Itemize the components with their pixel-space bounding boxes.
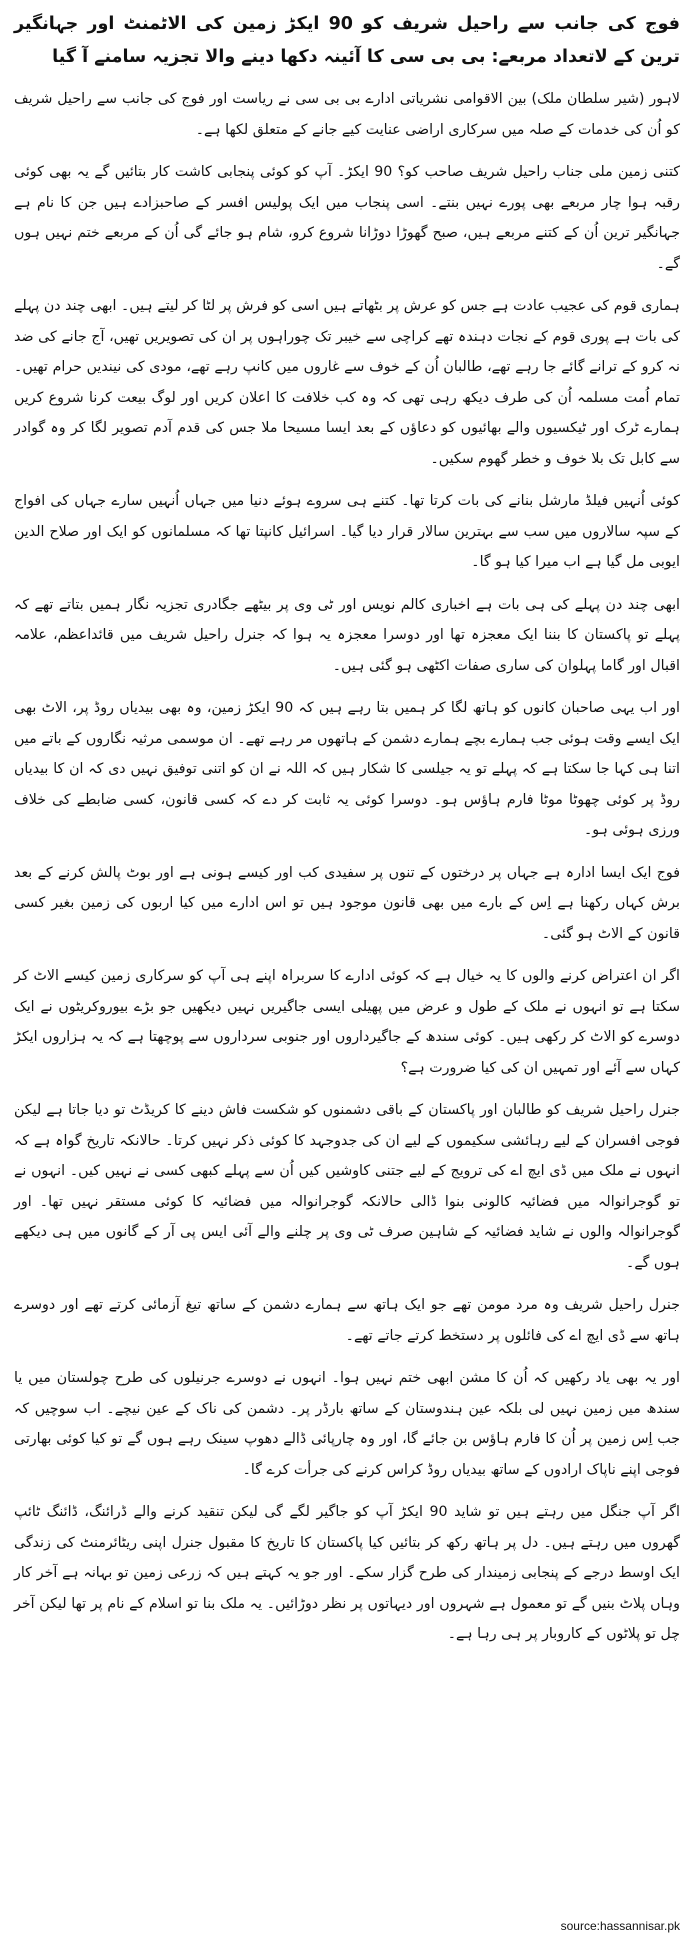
article-paragraph: ابھی چند دن پہلے کی ہی بات ہے اخباری کالم نویس اور ٹی وی پر بیٹھے جگادری تجزیہ نگار ہمیں بتاتے تھے کہ پہلے تو پاکستان کا بننا ایک معجزہ تھا اور دوسرا معجزہ یہ ہوا کہ جنرل راحیل شریف میں قائداعظم، علامہ اقبال اور گاما پہلوان کی ساری صفات اکٹھی ہو گئی ہیں۔ [14,596,680,674]
article-paragraph: اور یہ بھی یاد رکھیں کہ اُن کا مشن ابھی ختم نہیں ہوا۔ انہوں نے دوسرے جرنیلوں کی طرح چولستان میں یا سندھ میں زمین نہیں لی بلکہ عین ہندوستان کے ساتھ بارڈر پر۔ دشمن کی ناک کے عین نیچے۔ اب سوچیں کہ جب اِس زمین پر اُن کا فارم ہاؤس بن جائے گا، اور وہ چارپائی ڈالے دھوپ سینک رہے ہوں گے تو کیا کوئی بھارتی فوجی اپنے ناپاک ارادوں کے ساتھ بیدیاں روڈ کراس کرنے کی جرأت کرے گا۔ [14,1370,680,1478]
article-paragraph: اور اب یہی صاحبان کانوں کو ہاتھ لگا کر ہمیں بتا رہے ہیں کہ 90 ایکڑ زمین، وہ بھی بیدیاں روڈ پر، الاٹ بھی ایک ایسے وقت ہوئی جب ہمارے بچے ہمارے دشمن کے ہاتھوں مر رہے تھے۔ ان موسمی مرثیہ نگاروں کے باتے میں اتنا ہی کہا جا سکتا ہے کہ پہلے تو یہ جیلسی کا شکار ہیں کہ اللہ نے ان کو اتنی توفیق نہیں دی کہ ان کا بیدیاں روڈ پر کوئی چھوٹا موٹا فارم ہاؤس ہو۔ دوسرا کوئی یہ ثابت کر دے کہ کسی قانون، کسی ضابطے کی خلاف ورزی ہوئی ہو۔ [14,700,680,838]
article-paragraph: جنرل راحیل شریف کو طالبان اور پاکستان کے باقی دشمنوں کو شکست فاش دینے کا کریڈٹ تو دیا جاتا ہے لیکن فوجی افسران کے لیے رہائشی سکیموں کے لیے ان کی جدوجہد کا کوئی ذکر نہیں کرتا۔ حالانکہ تاریخ گواہ ہے کہ انہوں نے ملک میں ڈی ایچ اے کی ترویج کے لیے جتنی کاوشیں کیں اُن سے پہلے کبھی کسی نے نہیں کیں۔ انہوں نے تو گوجرانوالہ میں فضائیہ کالونی بنوا ڈالی حالانکہ گوجرانوالہ میں فضائیہ کا کوئی مستقر نہیں تھا۔ اور گوجرانوالہ والوں نے شاید فضائیہ کے شاہین صرف ٹی وی پر چلنے والے آئی ایس پی آر کے گانوں میں ہی دیکھے ہوں گے۔ [14,1102,680,1271]
article-paragraph: اگر ان اعتراض کرنے والوں کا یہ خیال ہے کہ کوئی ادارے کا سربراہ اپنے ہی آپ کو سرکاری زمین کیسے الاٹ کر سکتا ہے تو انہوں نے ملک کے طول و عرض میں پھیلی ایسی جاگیریں نہیں دیکھیں جو بڑے بیوروکریٹوں نے ایک دوسرے کو الاٹ کر رکھی ہیں۔ کوئی سندھ کے جاگیرداروں اور جنوبی سرداروں سے پوچھتا ہے کہ یہ ہزاروں ایکڑ کہاں سے آئے اور تمہیں ان کی کیا ضرورت ہے؟ [14,968,680,1076]
article-paragraph: کوئی اُنہیں فیلڈ مارشل بنانے کی بات کرتا تھا۔ کتنے ہی سروے ہوئے دنیا میں جہاں اُنہیں سارے جہاں کی افواج کے سپہ سالاروں میں سب سے بہترین سالار قرار دیا گیا۔ اسرائیل کانپتا تھا کہ مسلمانوں کو ایک اور صلاح الدین ایوبی مل گیا ہے اب میرا کیا ہو گا۔ [14,493,680,570]
source-credit: source:hassannisar.pk [560,1919,680,1933]
article-paragraph: جنرل راحیل شریف وہ مرد مومن تھے جو ایک ہاتھ سے ہمارے دشمن کے ساتھ تیغ آزمائی کرتے تھے اور دوسرے ہاتھ سے ڈی ایچ اے کی فائلوں پر دستخط کرتے جاتے تھے۔ [14,1297,680,1344]
article-headline: فوج کی جانب سے راحیل شریف کو 90 ایکڑ زمین کی الاٹمنٹ اور جہانگیر ترین کے لاتعداد مربعے: بی بی سی کا آئینہ دکھا دینے والا تجزیہ سامنے آ گیا [14,14,681,67]
article-paragraph: لاہور (شیر سلطان ملک) بین الاقوامی نشریاتی ادارے بی بی سی نے ریاست اور فوج کی جانب سے راحیل شریف کو اُن کی خدمات کے صلہ میں سرکاری اراضی عنایت کیے جانے کے متعلق لکھا ہے۔ [14,91,680,138]
article-paragraph: کتنی زمین ملی جناب راحیل شریف صاحب کو؟ 90 ایکڑ۔ آپ کو کوئی پنجابی کاشت کار بتائیں گے یہ بھی کوئی رقبہ ہوا چار مربعے بھی پورے نہیں بنتے۔ اسی پنجاب میں ایک پولیس افسر کے صاحبزادے ہیں جن کا نام ہے جہانگیر ترین اُن کے کتنے مربعے ہیں، صبح گھوڑا دوڑانا شروع کرو، شام ہو جائے گی اُن کے مربعے ختم نہیں ہوں گے۔ [14,164,680,272]
article-paragraph: اگر آپ جنگل میں رہتے ہیں تو شاید 90 ایکڑ آپ کو جاگیر لگے گی لیکن تنقید کرنے والے ڈرائنگ، ڈائنگ ٹائپ گھروں میں رہتے ہیں۔ دل پر ہاتھ رکھ کر بتائیں کیا پاکستان کا تاریخ کا مقبول جنرل اپنی ریٹائرمنٹ کی زندگی ایک اوسط درجے کے پنجابی زمیندار کی طرح گزار سکے۔ اور جو یہ کہتے ہیں کہ زرعی زمین تو بہانہ ہے آخر کار وہاں پلاٹ بنیں گے تو معمول ہے شہروں اور دیہاتوں پر نظر دوڑائیں۔ یہ ملک بنا تو اسلام کے نام پر تھا لیکن آخر چل تو پلاٹوں کے کاروبار پر ہی رہا ہے۔ [14,1504,680,1642]
article-paragraph: فوج ایک ایسا ادارہ ہے جہاں پر درختوں کے تنوں پر سفیدی کب اور کیسے ہونی ہے اور بوٹ پالش کرنے کے بعد برش کہاں رکھنا ہے اِس کے بارے میں بھی قانون موجود ہیں تو اس ادارے میں کیا اربوں کی زمین بغیر کسی قانون کے الاٹ ہو گئی۔ [14,864,680,942]
article-paragraph: ہماری قوم کی عجیب عادت ہے جس کو عرش پر بٹھاتے ہیں اسی کو فرش پر لٹا کر لیتے ہیں۔ ابھی چند دن پہلے کی بات ہے پوری قوم کے نجات دہندہ تھے کراچی سے خیبر تک چوراہوں پر ان کی تصویریں تھیں، آج جانے کی ضد نہ کرو کے ترانے گائے جا رہے تھے، طالبان اُن کے خوف سے غاروں میں کانپ رہے تھے، مودی کی نیندیں حرام تھیں۔ تمام اُمت مسلمہ اُن کی طرف دیکھ رہی تھی کہ وہ کب خلافت کا اعلان کریں اور لوگ بیعت کرنا شروع کریں ہمارے ٹرک اور ٹیکسیوں والے بھائیوں کو دعاؤں کے بعد ایسا مسیحا ملا جس کی قدم آدم تصویر لگا کر وہ گوادر سے کابل تک بلا خوف و خطر گھوم سکیں۔ [14,298,680,467]
